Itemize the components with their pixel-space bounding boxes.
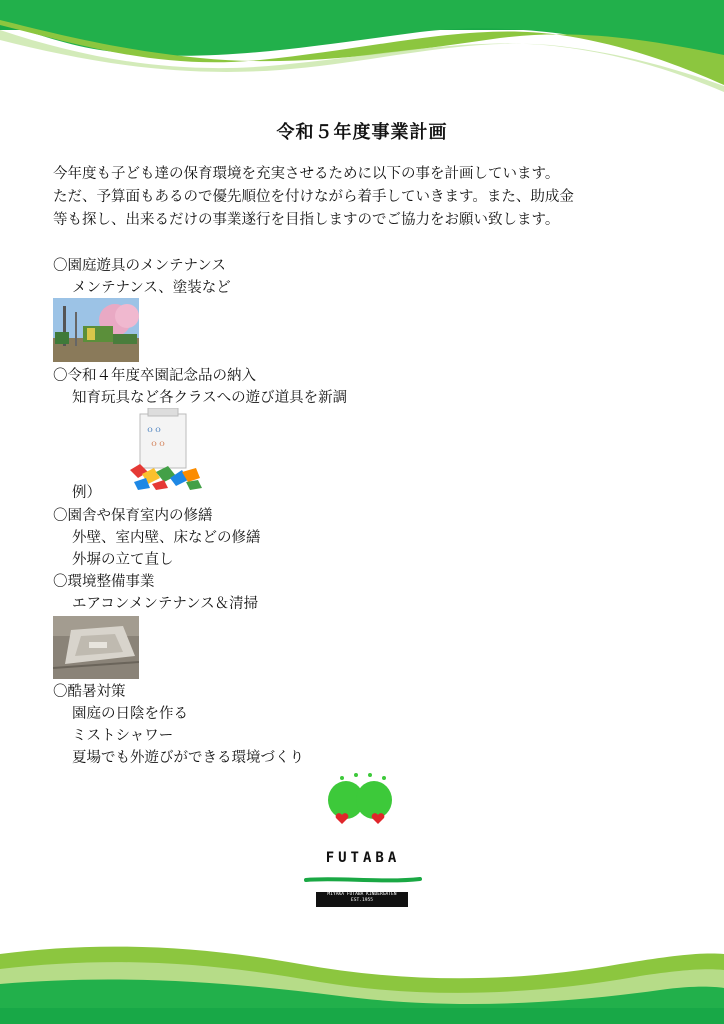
logo-wordmark: FUTABA [325,850,401,866]
futaba-kindergarten-logo [298,772,428,912]
section-heading-graduation-gift: 〇令和４年度卒園記念品の納入 [53,368,256,384]
page-title: 令和５年度事業計画 [276,122,448,143]
section-item: 夏場でも外遊びができる環境づくり [72,750,304,766]
svg-text:ｏｏ: ｏｏ [146,425,162,434]
top-green-wave [0,0,724,100]
section-item: 園庭の日陰を作る [72,706,188,722]
svg-text:ｏｏ: ｏｏ [150,439,166,448]
toy-blocks-photo [126,408,204,490]
intro-paragraph [53,163,683,232]
section-heading-environment: 〇環境整備事業 [53,574,155,590]
intro-line: 等も探し、出来るだけの事業遂行を目指しますのでご協力をお願い致します。 [53,212,560,228]
air-conditioner-photo [53,616,139,679]
section-item: 知育玩具など各クラスへの遊び道具を新調 [72,390,348,406]
logo-tagline-bar [316,892,408,907]
logo-tagline: MIYAKA FUTABA KINDERGATEN [327,892,397,897]
section-item: エアコンメンテナンス＆清掃 [72,596,259,612]
leaf-hearts-emblem [298,772,428,852]
logo-green-underline [304,876,422,884]
intro-line: 今年度も子ども達の保育環境を充実させるために以下の事を計画しています。 [53,166,560,182]
logo-established: EST.1955 [350,898,374,903]
section-item: ミストシャワー [72,728,174,744]
intro-line: ただ、予算面もあるので優先順位を付けながら着手していきます。また、助成金 [53,189,574,205]
section-item: メンテナンス、塗装など [72,280,231,296]
bottom-green-wave [0,934,724,1024]
section-item: 外塀の立て直し [72,552,174,568]
playground-photo [53,298,139,362]
section-item-example: 例） [72,485,101,501]
section-heading-heat-measures: 〇酷暑対策 [53,684,126,700]
section-heading-repairs: 〇園舎や保育室内の修繕 [53,508,213,524]
section-heading-playground: 〇園庭遊具のメンテナンス [53,258,226,274]
section-item: 外壁、室内壁、床などの修繕 [72,530,261,546]
